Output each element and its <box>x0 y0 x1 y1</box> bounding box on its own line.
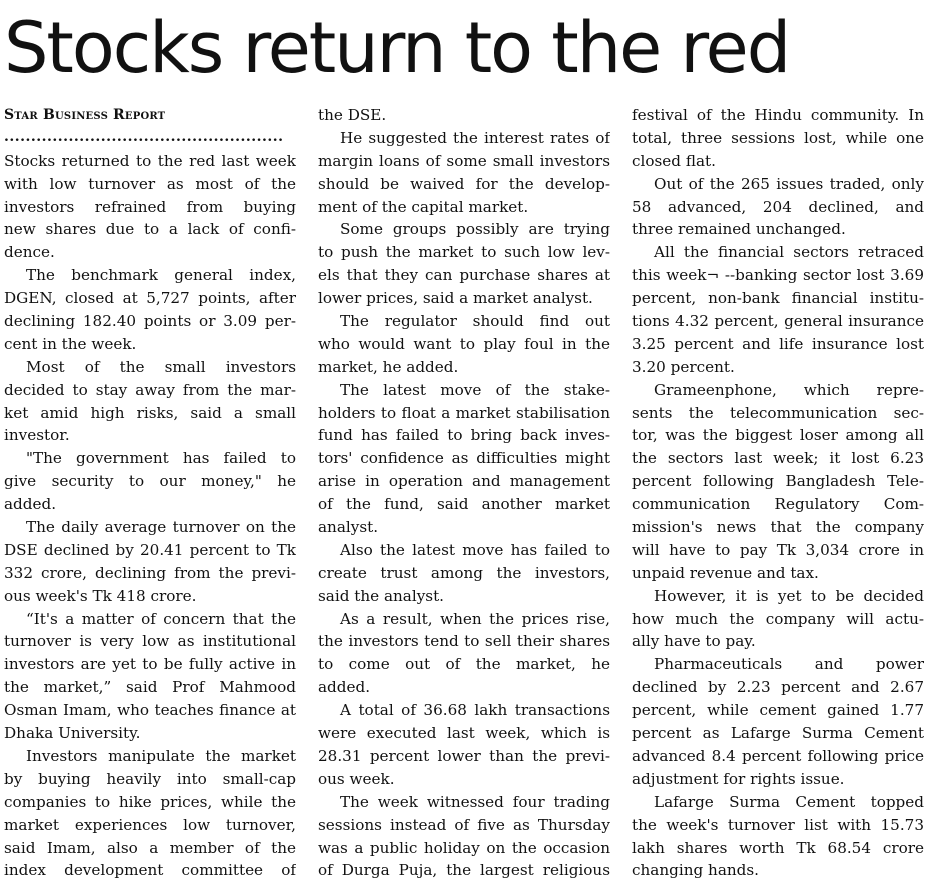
text-line: The benchmark general index, <box>26 266 296 285</box>
text-line: market, he added. <box>318 357 459 376</box>
text-line: arise in operation and management <box>318 472 610 491</box>
text-line: investors are yet to be fully active in <box>4 655 296 674</box>
text-line: were executed last week, which is <box>318 724 610 743</box>
text-line: 28.31 percent lower than the previ- <box>318 746 610 765</box>
article-column-2 <box>318 104 610 882</box>
text-line: Out of the 265 issues traded, only <box>654 174 924 193</box>
text-line: create trust among the investors, <box>318 563 610 582</box>
text-line: changing hands. <box>632 861 759 880</box>
text-line: Investors manipulate the market <box>26 746 296 765</box>
article-headline: Stocks return to the red <box>4 7 790 89</box>
text-line: The regulator should find out <box>340 312 610 331</box>
text-line: added. <box>4 495 57 514</box>
text-line: analyst. <box>318 518 379 537</box>
text-line: new shares due to a lack of confi- <box>4 220 296 239</box>
text-line: the week's turnover list with 15.73 <box>632 815 924 834</box>
text-line: said the analyst. <box>318 586 445 605</box>
text-line: Pharmaceuticals and power <box>654 655 924 674</box>
text-line: the sectors last week; it lost 6.23 <box>632 449 924 468</box>
text-line: percent as Lafarge Surma Cement <box>632 724 924 743</box>
text-line: Most of the small investors <box>26 357 296 376</box>
text-line: 3.25 percent and life insurance lost <box>632 334 924 353</box>
text-line: All the financial sectors retraced <box>654 243 924 262</box>
text-line: with low turnover as most of the <box>4 174 296 193</box>
text-line: percent, non-bank financial institu- <box>632 289 924 308</box>
text-line: holders to float a market stabilisation <box>318 403 610 422</box>
text-line: Also the latest move has failed to <box>340 540 610 559</box>
text-line: The daily average turnover on the <box>26 518 296 537</box>
text-line: Lafarge Surma Cement topped <box>654 792 924 811</box>
text-line: closed flat. <box>632 151 716 170</box>
text-line: Osman Imam, who teaches finance at <box>4 701 296 720</box>
text-line: mission's news that the company <box>632 518 924 537</box>
text-line: Stocks returned to the red last week <box>4 151 296 170</box>
text-line: by buying heavily into small-cap <box>4 769 296 788</box>
text-line: investor. <box>4 426 70 445</box>
text-line: declined by 2.23 percent and 2.67 <box>632 678 924 697</box>
text-line: was a public holiday on the occasion <box>318 838 610 857</box>
article-column-1 <box>4 104 296 882</box>
text-line: declining 182.40 points or 3.09 per- <box>4 312 296 331</box>
text-line: companies to hike prices, while the <box>4 792 296 811</box>
text-line: to come out of the market, he <box>318 655 610 674</box>
byline: Star Business Report <box>4 107 166 123</box>
text-line: advanced 8.4 percent following price <box>632 746 924 765</box>
text-line: However, it is yet to be decided <box>654 586 924 605</box>
text-line: of Durga Puja, the largest religious <box>318 861 610 880</box>
text-line: 58 advanced, 204 declined, and <box>632 197 924 216</box>
text-line: DSE declined by 20.41 percent to Tk <box>4 540 296 559</box>
text-line: As a result, when the prices rise, <box>340 609 610 628</box>
text-line: lower prices, said a market analyst. <box>318 289 593 308</box>
text-line: ket amid high risks, said a small <box>4 403 296 422</box>
text-line: market experiences low turnover, <box>4 815 296 834</box>
text-line: decided to stay away from the mar- <box>4 380 296 399</box>
text-line: cent in the week. <box>4 334 137 353</box>
text-line: will have to pay Tk 3,034 crore in <box>632 540 924 559</box>
text-line: should be waived for the develop- <box>318 174 610 193</box>
text-line: Some groups possibly are trying <box>340 220 610 239</box>
column-body <box>632 104 924 882</box>
text-line: said Imam, also a member of the <box>4 838 296 857</box>
text-line: tors' confidence as difficulties might <box>318 449 610 468</box>
text-line: adjustment for rights issue. <box>632 769 845 788</box>
text-line: He suggested the interest rates of <box>340 128 610 147</box>
text-line: festival of the Hindu community. In <box>632 106 924 124</box>
text-line: tions 4.32 percent, general insurance <box>632 312 924 331</box>
column-body <box>4 150 296 883</box>
text-line: fund has failed to bring back inves- <box>318 426 610 445</box>
text-line: ous week. <box>318 769 395 788</box>
text-line: three remained unchanged. <box>632 220 846 239</box>
text-line: unpaid revenue and tax. <box>632 563 819 582</box>
text-line: this week¬ --banking sector lost 3.69 <box>632 266 924 285</box>
article-column-3 <box>632 104 924 882</box>
text-line: ally have to pay. <box>632 632 756 651</box>
text-line: The latest move of the stake- <box>340 380 610 399</box>
text-line: of the fund, said another market <box>318 495 610 514</box>
text-line: margin loans of some small investors <box>318 151 610 170</box>
text-line: index development committee of <box>4 861 296 880</box>
text-line: the DSE. <box>318 106 387 124</box>
text-line: added. <box>318 678 371 697</box>
text-line: “It's a matter of concern that the <box>26 609 296 628</box>
text-line: 3.20 percent. <box>632 357 735 376</box>
text-line: ment of the capital market. <box>318 197 529 216</box>
text-line: tor, was the biggest loser among all <box>632 426 924 445</box>
text-line: A total of 36.68 lakh transactions <box>340 701 610 720</box>
column-body <box>318 104 610 882</box>
text-line: the market,” said Prof Mahmood <box>4 678 296 697</box>
text-line: who would want to play foul in the <box>318 334 610 353</box>
text-line: Grameenphone, which repre- <box>654 380 924 399</box>
text-line: sessions instead of five as Thursday <box>318 815 610 834</box>
text-line: to push the market to such low lev- <box>318 243 610 262</box>
text-line: 332 crore, declining from the previ- <box>4 563 296 582</box>
text-line: total, three sessions lost, while one <box>632 128 924 147</box>
text-line: els that they can purchase shares at <box>318 266 610 285</box>
text-line: Dhaka University. <box>4 724 141 743</box>
text-line: how much the company will actu- <box>632 609 924 628</box>
text-line: communication Regulatory Com- <box>632 495 924 514</box>
text-line: sents the telecommunication sec- <box>632 403 924 422</box>
text-line: lakh shares worth Tk 68.54 crore <box>632 838 924 857</box>
text-line: the investors tend to sell their shares <box>318 632 610 651</box>
text-line: dence. <box>4 243 55 262</box>
text-line: turnover is very low as institutional <box>4 632 296 651</box>
text-line: DGEN, closed at 5,727 points, after <box>4 289 296 308</box>
text-line: percent, while cement gained 1.77 <box>632 701 924 720</box>
text-line: ous week's Tk 418 crore. <box>4 586 197 605</box>
byline-separator: .................................................... <box>4 128 284 145</box>
text-line: give security to our money," he <box>4 472 296 491</box>
text-line: investors refrained from buying <box>4 197 296 216</box>
text-line: percent following Bangladesh Tele- <box>632 472 924 491</box>
text-line: "The government has failed to <box>26 449 296 468</box>
text-line: The week witnessed four trading <box>340 792 610 811</box>
